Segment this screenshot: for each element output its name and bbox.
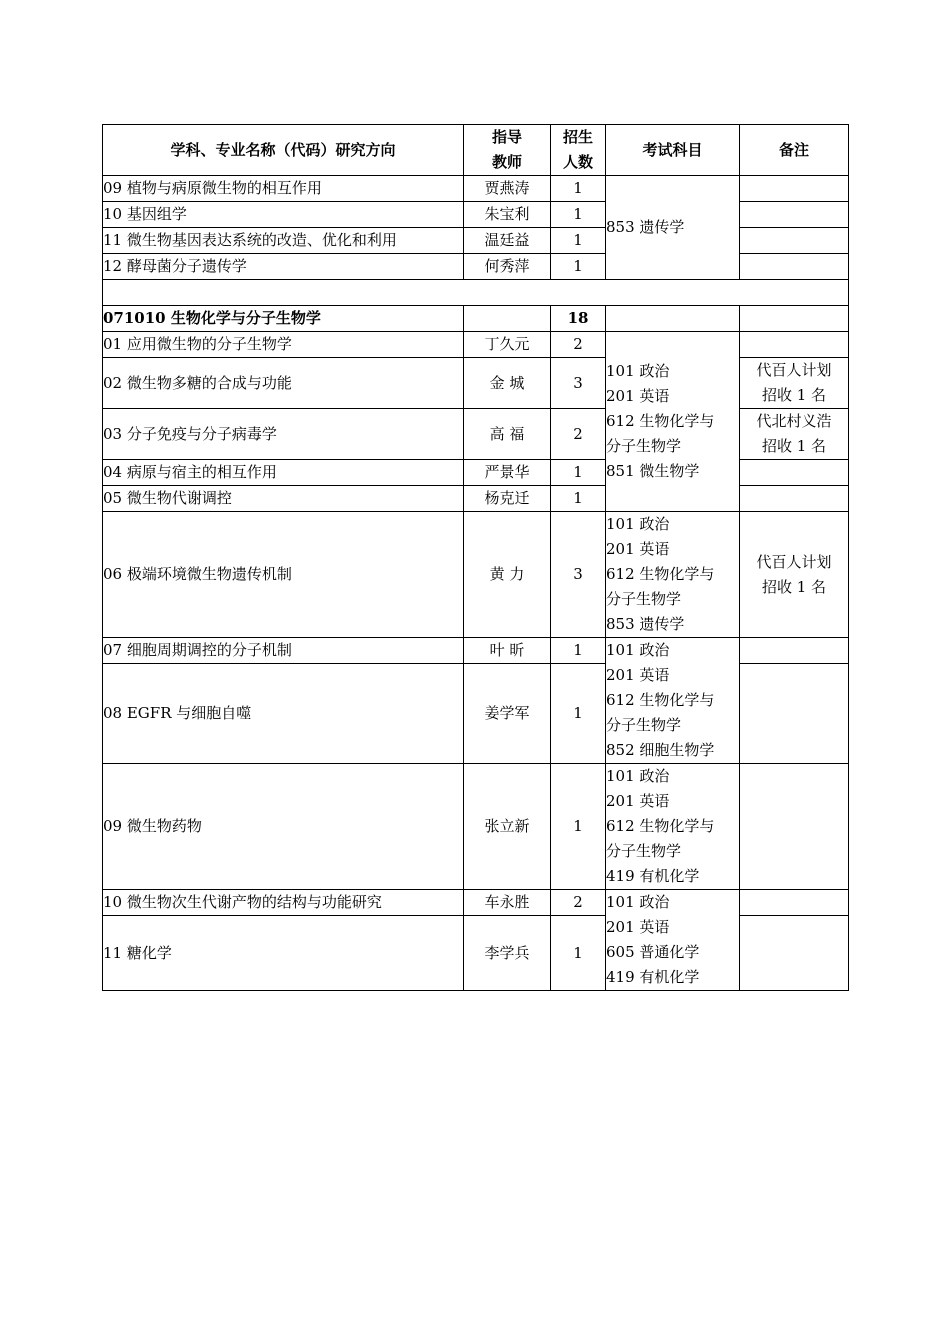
teacher-name: 李学兵 [464,916,551,991]
enrollment-table [102,124,849,991]
table-row [103,764,849,890]
table-row [103,512,849,638]
direction-name: 09 微生物药物 [103,764,464,890]
note-cell [740,916,849,991]
header-teacher: 指导 教师 [464,125,551,176]
enroll-count: 1 [551,916,606,991]
teacher-name: 张立新 [464,764,551,890]
enroll-count: 1 [551,228,606,254]
note-cell [740,332,849,358]
enroll-count: 1 [551,254,606,280]
enroll-count: 1 [551,764,606,890]
enroll-count: 2 [551,332,606,358]
header-note: 备注 [740,125,849,176]
direction-name: 07 细胞周期调控的分子机制 [103,638,464,664]
note-cell [740,176,849,202]
teacher-name: 丁久元 [464,332,551,358]
note-cell [740,254,849,280]
table-row [103,176,849,202]
exam-subjects: 101 政治 201 英语 612 生物化学与 分子生物学 419 有机化学 [606,764,740,890]
major-name: 071010 生物化学与分子生物学 [103,306,464,332]
exam-subjects: 101 政治 201 英语 612 生物化学与 分子生物学 851 微生物学 [606,332,740,512]
teacher-name: 黄 力 [464,512,551,638]
enroll-count: 1 [551,638,606,664]
direction-name: 11 糖化学 [103,916,464,991]
enroll-count: 3 [551,512,606,638]
table-row [103,890,849,916]
note-cell: 代北村义浩 招收 1 名 [740,409,849,460]
header-exam: 考试科目 [606,125,740,176]
table-row [103,332,849,358]
major-count: 18 [551,306,606,332]
teacher-name: 高 福 [464,409,551,460]
teacher-name: 温廷益 [464,228,551,254]
direction-name: 10 微生物次生代谢产物的结构与功能研究 [103,890,464,916]
direction-name: 11 微生物基因表达系统的改造、优化和利用 [103,228,464,254]
header-count: 招生 人数 [551,125,606,176]
enroll-count: 1 [551,460,606,486]
major-row [103,306,849,332]
note-cell [740,202,849,228]
exam-subjects: 101 政治 201 英语 612 生物化学与 分子生物学 852 细胞生物学 [606,638,740,764]
note-cell [740,664,849,764]
enroll-count: 1 [551,176,606,202]
teacher-name: 杨克迁 [464,486,551,512]
exam-subjects: 101 政治 201 英语 612 生物化学与 分子生物学 853 遗传学 [606,512,740,638]
direction-name: 05 微生物代谢调控 [103,486,464,512]
spacer-row [103,280,849,306]
header-subject: 学科、专业名称（代码）研究方向 [103,125,464,176]
enroll-count: 2 [551,409,606,460]
note-cell: 代百人计划 招收 1 名 [740,512,849,638]
note-cell [740,764,849,890]
direction-name: 12 酵母菌分子遗传学 [103,254,464,280]
enroll-count: 1 [551,664,606,764]
note-cell [740,890,849,916]
exam-subjects: 101 政治 201 英语 605 普通化学 419 有机化学 [606,890,740,991]
direction-name: 09 植物与病原微生物的相互作用 [103,176,464,202]
note-cell: 代百人计划 招收 1 名 [740,358,849,409]
table-row [103,638,849,664]
enroll-count: 3 [551,358,606,409]
enroll-count: 1 [551,486,606,512]
header-row [103,125,849,176]
note-cell [740,460,849,486]
teacher-name: 何秀萍 [464,254,551,280]
direction-name: 08 EGFR 与细胞自噬 [103,664,464,764]
teacher-name: 姜学军 [464,664,551,764]
direction-name: 03 分子免疫与分子病毒学 [103,409,464,460]
teacher-name: 贾燕涛 [464,176,551,202]
enroll-count: 2 [551,890,606,916]
direction-name: 06 极端环境微生物遗传机制 [103,512,464,638]
direction-name: 02 微生物多糖的合成与功能 [103,358,464,409]
teacher-name: 朱宝利 [464,202,551,228]
direction-name: 04 病原与宿主的相互作用 [103,460,464,486]
teacher-name: 车永胜 [464,890,551,916]
exam-subjects: 853 遗传学 [606,176,740,280]
note-cell [740,228,849,254]
teacher-name: 金 城 [464,358,551,409]
direction-name: 10 基因组学 [103,202,464,228]
note-cell [740,638,849,664]
note-cell [740,486,849,512]
teacher-name: 严景华 [464,460,551,486]
teacher-name: 叶 昕 [464,638,551,664]
enroll-count: 1 [551,202,606,228]
direction-name: 01 应用微生物的分子生物学 [103,332,464,358]
